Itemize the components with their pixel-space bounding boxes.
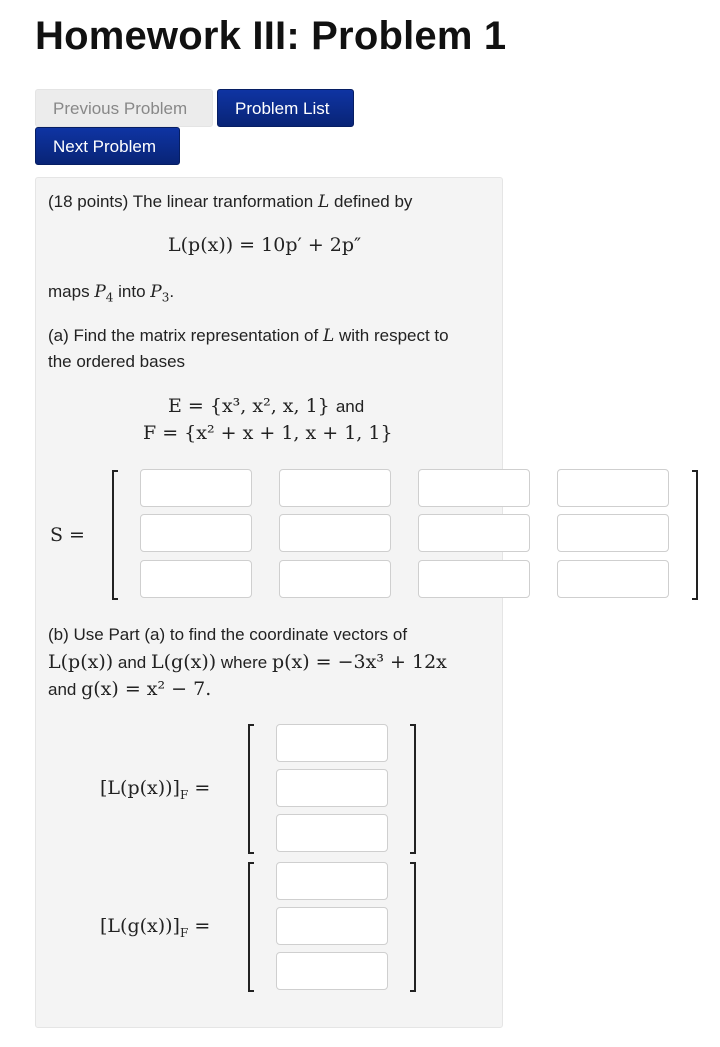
part-b-lp: L(p(x)) bbox=[48, 651, 114, 673]
maps-from: $P_4$ bbox=[94, 282, 114, 305]
basis-e-text: E = {x³, x², x, 1} bbox=[168, 395, 330, 417]
matrix-left-bracket bbox=[112, 470, 118, 600]
part-b-and2: and bbox=[48, 680, 77, 699]
vector-g-cell-3[interactable] bbox=[276, 952, 388, 990]
part-a-line1 bbox=[48, 326, 449, 346]
maps-line bbox=[48, 282, 174, 304]
problem-list-button[interactable]: Problem List bbox=[217, 89, 354, 127]
matrix-cell-2-1[interactable] bbox=[140, 514, 252, 552]
basis-e bbox=[168, 395, 364, 417]
vector-g-cell-2[interactable] bbox=[276, 907, 388, 945]
part-b-line1: (b) Use Part (a) to find the coordinate vectors of bbox=[48, 625, 408, 644]
part-b-g: g(x) = x² − 7. bbox=[81, 678, 212, 700]
matrix-label: S = bbox=[50, 524, 85, 546]
matrix-cell-3-1[interactable] bbox=[140, 560, 252, 598]
vector-p-left-bracket bbox=[248, 724, 254, 854]
vector-g-label: $[L(g(x))]_F$ = bbox=[100, 915, 211, 940]
maps-mid: into bbox=[118, 282, 146, 301]
part-b-line2 bbox=[48, 651, 447, 673]
intro-suffix: defined by bbox=[333, 192, 413, 211]
matrix-cell-1-3[interactable] bbox=[418, 469, 530, 507]
problem-panel bbox=[35, 177, 503, 1028]
vector-p-cell-1[interactable] bbox=[276, 724, 388, 762]
part-b-and: and bbox=[117, 653, 147, 672]
matrix-cell-3-3[interactable] bbox=[418, 560, 530, 598]
part-a-line2: the ordered bases bbox=[48, 352, 186, 371]
next-problem-button[interactable]: Next Problem bbox=[35, 127, 180, 165]
basis-e-and: and bbox=[335, 397, 365, 416]
part-a-var: L bbox=[322, 326, 335, 346]
vector-g-left-bracket bbox=[248, 862, 254, 992]
maps-prefix: maps bbox=[48, 282, 90, 301]
vector-p-cell-2[interactable] bbox=[276, 769, 388, 807]
matrix-cell-2-2[interactable] bbox=[279, 514, 391, 552]
matrix-cell-1-2[interactable] bbox=[279, 469, 391, 507]
vector-g-cell-1[interactable] bbox=[276, 862, 388, 900]
matrix-right-bracket bbox=[692, 470, 698, 600]
maps-to: $P_3$ bbox=[150, 282, 170, 305]
part-b-lg: L(g(x)) bbox=[151, 651, 217, 673]
intro-var: L bbox=[317, 192, 330, 212]
matrix-cell-2-3[interactable] bbox=[418, 514, 530, 552]
page-title: Homework III: Problem 1 bbox=[35, 14, 507, 58]
definition-equation: L(p(x)) = 10p′ + 2p″ bbox=[168, 234, 362, 256]
matrix-cell-3-2[interactable] bbox=[279, 560, 391, 598]
part-b-where: where bbox=[220, 653, 268, 672]
vector-p-right-bracket bbox=[410, 724, 416, 854]
previous-problem-button[interactable]: Previous Problem bbox=[35, 89, 213, 127]
matrix-cell-1-1[interactable] bbox=[140, 469, 252, 507]
problem-intro bbox=[48, 192, 412, 212]
maps-end: . bbox=[169, 282, 175, 301]
part-b-line3 bbox=[48, 678, 211, 700]
part-b-p: p(x) = −3x³ + 12x bbox=[271, 651, 447, 673]
vector-p-label: $[L(p(x))]_F$ = bbox=[100, 777, 211, 802]
vector-p-cell-3[interactable] bbox=[276, 814, 388, 852]
intro-prefix: (18 points) The linear tranformation bbox=[48, 192, 314, 211]
vector-g-right-bracket bbox=[410, 862, 416, 992]
matrix-cell-3-4[interactable] bbox=[557, 560, 669, 598]
matrix-cell-1-4[interactable] bbox=[557, 469, 669, 507]
matrix-cell-2-4[interactable] bbox=[557, 514, 669, 552]
part-a-prefix: (a) Find the matrix representation of bbox=[48, 326, 319, 345]
basis-f: F = {x² + x + 1, x + 1, 1} bbox=[143, 422, 393, 444]
part-a-suffix: with respect to bbox=[339, 326, 449, 345]
